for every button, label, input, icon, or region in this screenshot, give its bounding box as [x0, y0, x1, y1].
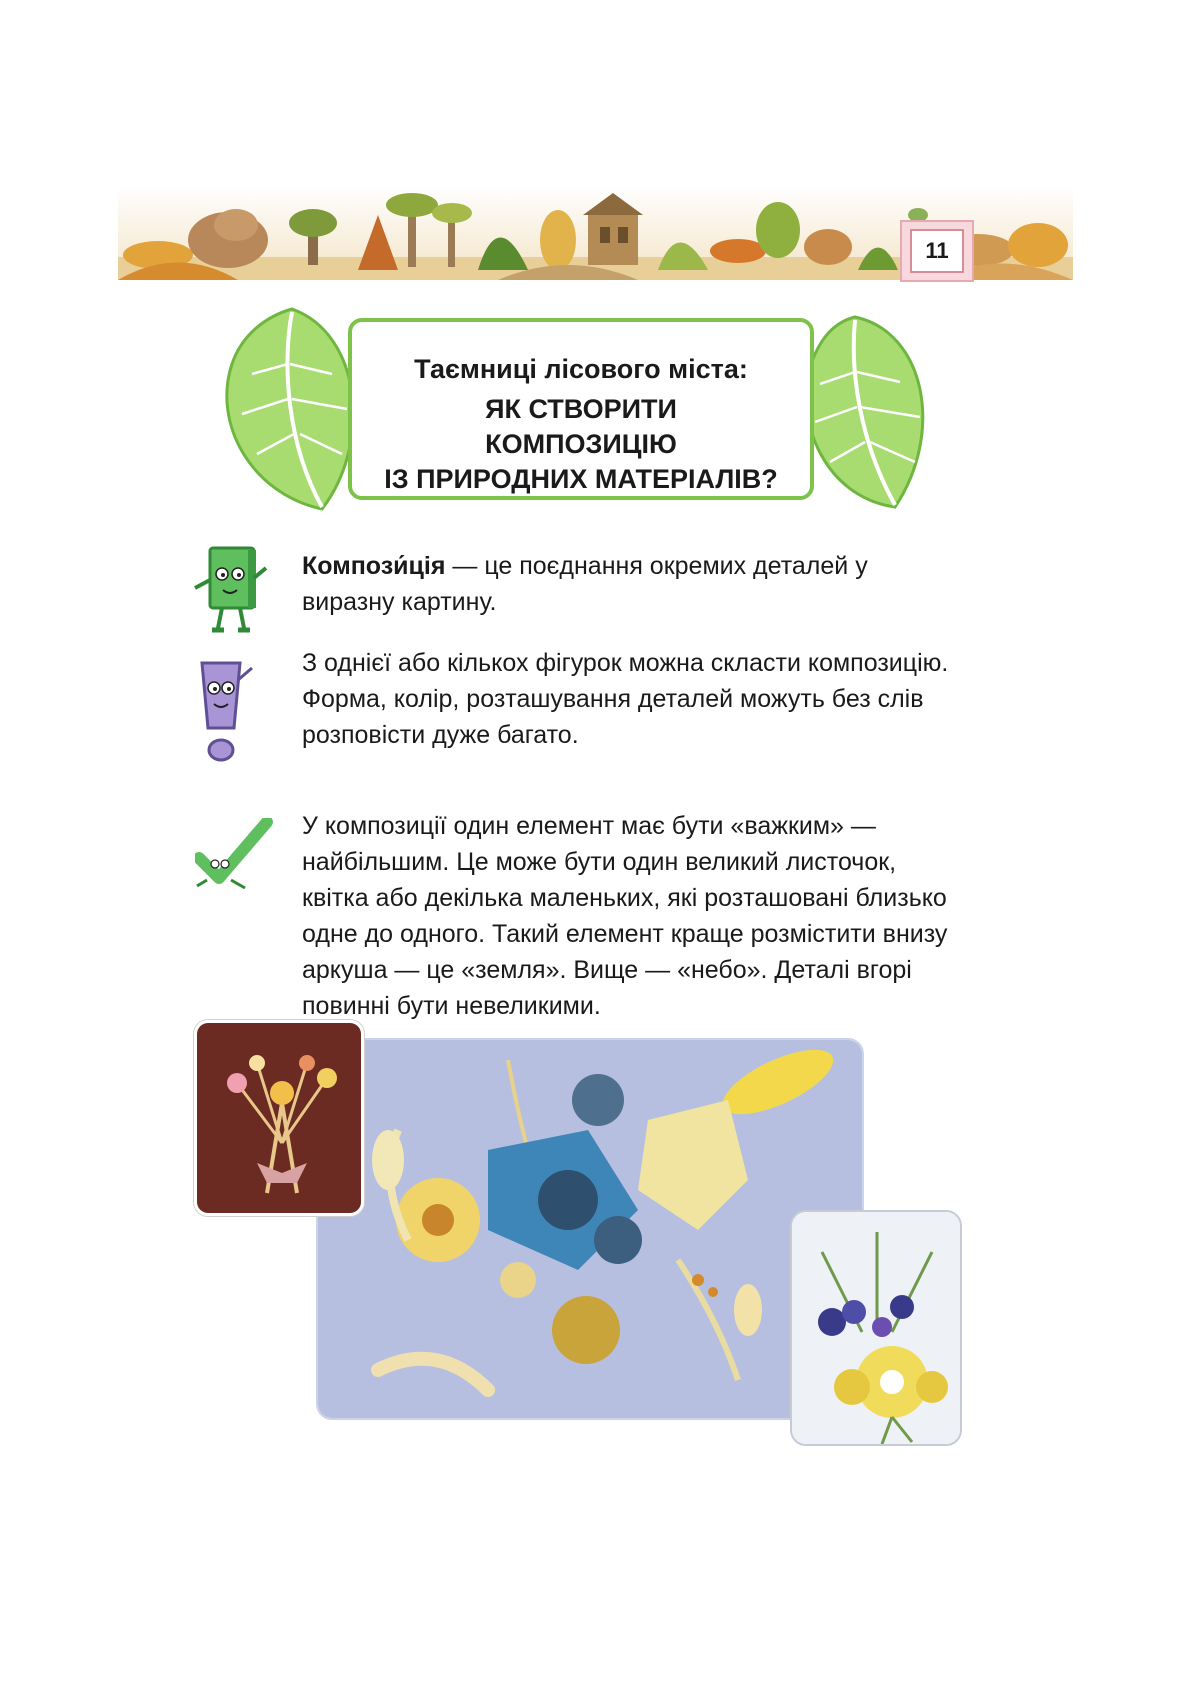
exclamation-character-icon [190, 658, 260, 773]
page-title [352, 392, 810, 497]
note-text [302, 645, 966, 753]
pressed-flowers-photo [790, 1210, 962, 1446]
note-paragraph: З однієї або кількох фігурок можна скласти композицію. [302, 649, 949, 677]
title-line: ІЗ ПРИРОДНИХ МАТЕРІАЛІВ? [384, 464, 778, 494]
definition-text [302, 548, 966, 620]
leaf-icon [795, 312, 940, 517]
title-plaque [348, 318, 814, 500]
title-line: КОМПОЗИЦІЮ [485, 429, 677, 459]
bouquet-photo [194, 1020, 364, 1216]
definition-body: — це поєднання окремих деталей у виразну картину. [302, 552, 868, 616]
rule-paragraph: У композиції один елемент має бути «важким» — найбільшим. Це може бути один великий листочок, квітка або декілька маленьких, які розташовані близько одне до одного. Такий елемент краще розмістити внизу аркуша — це «земля». Вище — «небо». Деталі вгорі повинні бути невеликими. [302, 812, 948, 1020]
checkmark-character-icon [195, 818, 275, 898]
page-number-box [900, 220, 974, 282]
main-composition-photo [316, 1038, 864, 1420]
page-subtitle: Таємниці лісового міста: [414, 354, 748, 384]
book-character-icon [190, 540, 270, 645]
rule-text [302, 808, 966, 1024]
note-paragraph: Форма, колір, розташування деталей можуть без слів розповісти дуже багато. [302, 685, 924, 749]
title-line: ЯК СТВОРИТИ [485, 394, 677, 424]
page-number: 11 [910, 229, 964, 273]
definition-term: Компози́ція [302, 552, 446, 580]
